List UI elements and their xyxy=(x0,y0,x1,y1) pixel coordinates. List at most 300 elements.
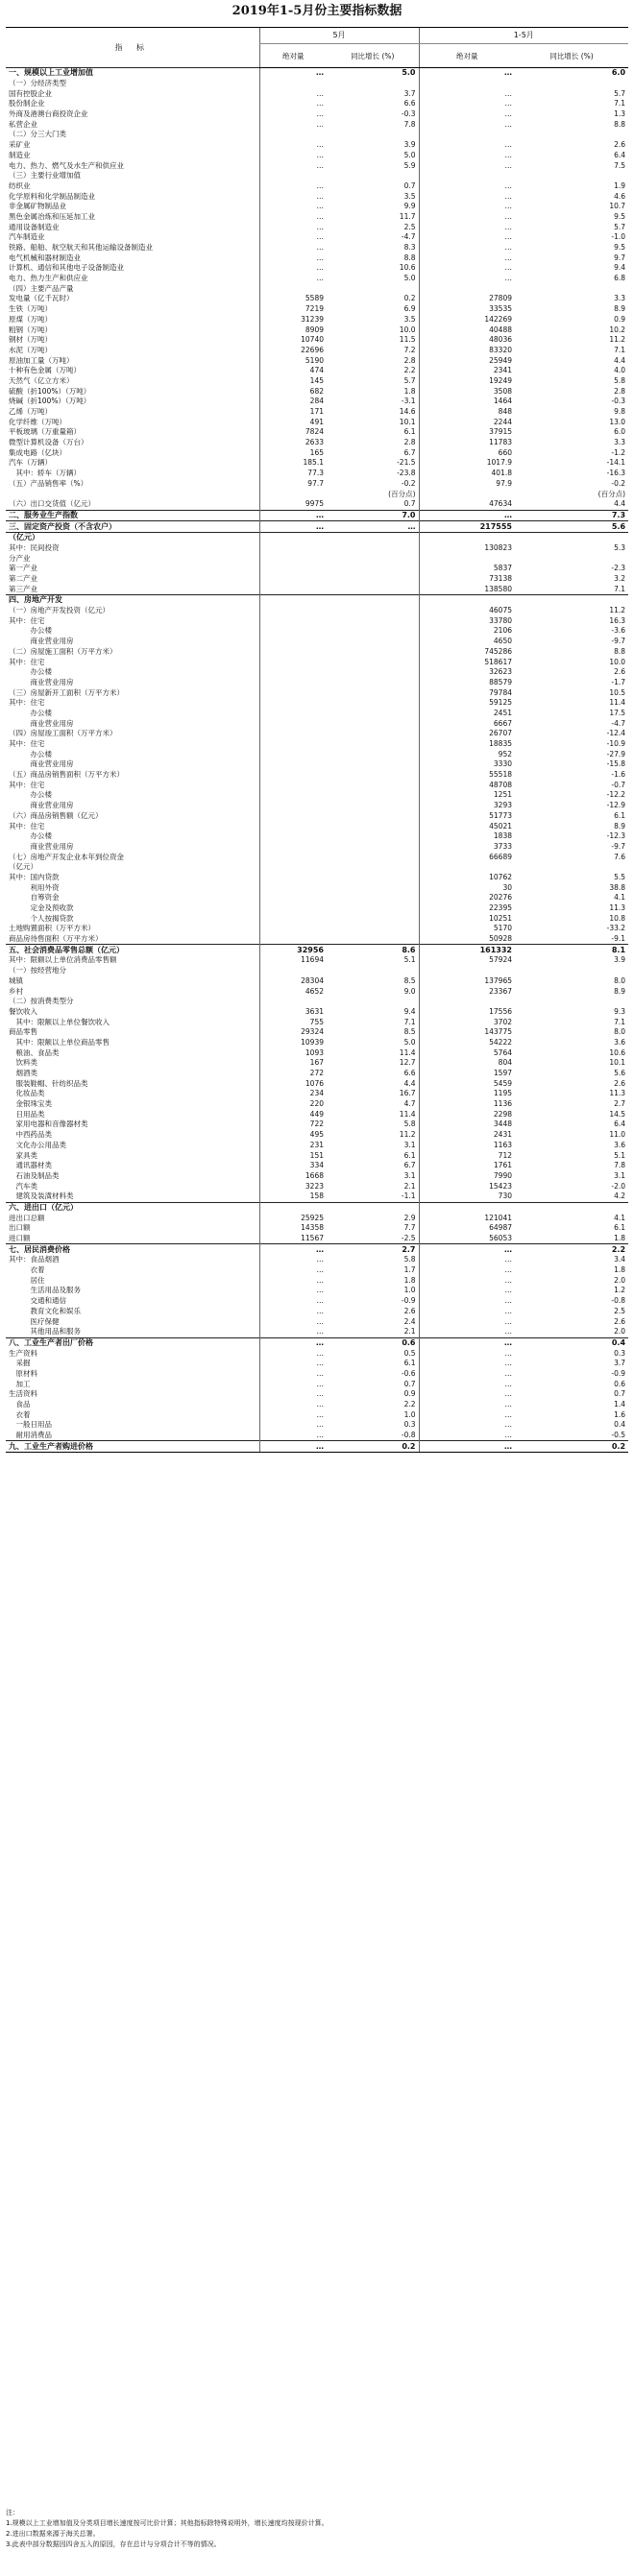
may-growth-cell: 8.5 xyxy=(403,975,416,985)
row-label: 平板玻璃（万重量箱） xyxy=(9,427,81,437)
jan-may-growth-cell: 1.6 xyxy=(614,1409,626,1419)
jan-may-growth-cell: 2.6 xyxy=(614,1078,626,1088)
jan-may-growth-cell: 5.7 xyxy=(614,88,626,98)
table-row xyxy=(6,366,628,376)
row-label: （五）商品房销售面积（万平方米） xyxy=(9,770,124,780)
may-growth-cell: 9.0 xyxy=(403,986,416,996)
may-growth-cell: 6.1 xyxy=(403,427,416,437)
jan-may-growth-cell: -9.7 xyxy=(611,841,626,851)
may-abs-cell: 151 xyxy=(259,1150,327,1161)
table-row xyxy=(6,469,628,479)
jan-may-abs-cell: … xyxy=(419,1400,515,1410)
table-row xyxy=(6,606,628,616)
table-row xyxy=(6,709,628,719)
jan-may-abs-cell: 46075 xyxy=(419,606,515,616)
jan-may-growth-cell: 5.8 xyxy=(614,375,626,385)
may-abs-cell xyxy=(259,626,327,637)
may-growth-cell: 0.2 xyxy=(327,1441,419,1453)
jan-may-abs-cell: 27809 xyxy=(419,294,515,304)
table-row xyxy=(6,811,628,822)
may-growth-cell: 10.6 xyxy=(399,263,416,273)
row-label: 生活资料 xyxy=(9,1389,37,1399)
jan-may-abs-cell: … xyxy=(419,1420,515,1431)
row-label: 一般日用品 xyxy=(9,1420,52,1430)
row-label: 城镇 xyxy=(9,975,23,985)
table-row xyxy=(6,759,628,770)
may-abs-cell: … xyxy=(259,1348,327,1359)
jan-may-growth-cell: 2.0 xyxy=(614,1327,626,1336)
may-growth-cell: (百分点) xyxy=(388,489,416,498)
row-label: 烟酒类 xyxy=(9,1069,37,1078)
jan-may-abs-cell: 121041 xyxy=(419,1213,515,1223)
jan-may-growth-cell: -14.1 xyxy=(606,458,626,468)
row-label: 其中：食品烟酒 xyxy=(9,1255,60,1264)
table-row xyxy=(6,458,628,469)
jan-may-abs-cell: 26707 xyxy=(419,729,515,739)
may-abs-cell: 7824 xyxy=(259,427,327,438)
jan-may-abs-cell: 1163 xyxy=(419,1141,515,1151)
jan-may-growth-cell: 5.7 xyxy=(614,222,626,231)
may-growth-cell: 7.1 xyxy=(403,1017,416,1026)
row-label: 办公楼 xyxy=(9,667,52,677)
jan-may-abs-cell: … xyxy=(419,109,515,120)
may-growth-cell xyxy=(327,913,419,924)
jan-may-abs-cell: 55518 xyxy=(419,770,515,781)
jan-may-growth-cell: 4.4 xyxy=(614,499,626,509)
may-growth-cell: 2.2 xyxy=(403,1400,416,1409)
may-growth-cell: 14.6 xyxy=(399,407,416,417)
table-row xyxy=(6,1038,628,1048)
may-abs-cell xyxy=(259,842,327,853)
jan-may-growth-cell: -15.8 xyxy=(606,759,626,769)
row-label: 化学原料和化学制品制造业 xyxy=(9,191,95,201)
jan-may-growth-cell: -3.6 xyxy=(611,626,626,636)
jan-may-growth-cell: 2.8 xyxy=(614,386,626,396)
row-label: 乙烯（万吨） xyxy=(9,407,52,417)
jan-may-abs-cell: … xyxy=(419,1316,515,1327)
jan-may-growth-cell: 6.1 xyxy=(614,810,626,820)
jan-may-abs-cell: … xyxy=(419,202,515,212)
may-growth-cell xyxy=(327,584,419,594)
jan-may-growth-cell: 5.1 xyxy=(614,1150,626,1160)
row-label: 办公楼 xyxy=(9,831,52,841)
may-growth-cell: 5.9 xyxy=(403,160,416,170)
row-label: 自筹资金 xyxy=(9,893,60,903)
table-row xyxy=(6,615,628,626)
may-abs-cell xyxy=(259,739,327,750)
row-label: 采矿业 xyxy=(9,140,31,150)
jan-may-growth-cell: 1.3 xyxy=(614,109,626,119)
row-label: 化学纤维（万吨） xyxy=(9,417,66,426)
row-label: 汽车类 xyxy=(9,1181,37,1191)
may-growth-cell xyxy=(327,729,419,739)
table-row xyxy=(6,780,628,790)
jan-may-growth-cell: -2.3 xyxy=(611,564,626,573)
may-abs-cell xyxy=(259,966,327,976)
row-label: 餐饮收入 xyxy=(9,1006,37,1016)
may-abs-cell xyxy=(259,532,327,542)
jan-may-abs-cell: 848 xyxy=(419,407,515,418)
table-row xyxy=(6,1078,628,1089)
jan-may-abs-cell: 18835 xyxy=(419,739,515,750)
jan-may-abs-cell: 64987 xyxy=(419,1223,515,1234)
may-abs-cell xyxy=(259,862,327,873)
row-label: 微型计算机设备（万台） xyxy=(9,438,88,447)
jan-may-abs-cell: 48708 xyxy=(419,780,515,790)
jan-may-growth-cell: -12.2 xyxy=(606,790,626,800)
may-growth-cell: … xyxy=(327,521,419,533)
may-abs-cell: 14358 xyxy=(259,1223,327,1234)
table-row xyxy=(6,130,628,140)
jan-may-growth-cell: 3.3 xyxy=(614,438,626,447)
row-label: （亿元） xyxy=(6,532,259,542)
row-label: 办公楼 xyxy=(9,790,52,800)
table-row xyxy=(6,253,628,263)
jan-may-growth-cell: -9.7 xyxy=(611,637,626,646)
may-abs-cell: … xyxy=(259,1307,327,1317)
jan-may-abs-cell: 3448 xyxy=(419,1119,515,1130)
jan-may-growth-cell: 1.8 xyxy=(614,1234,626,1243)
jan-may-abs-cell: 2431 xyxy=(419,1130,515,1141)
jan-may-abs-cell: … xyxy=(419,1389,515,1400)
jan-may-abs-cell xyxy=(419,1202,515,1213)
table-row xyxy=(6,882,628,893)
row-label: 衣着 xyxy=(9,1265,45,1275)
may-abs-cell: 185.1 xyxy=(259,458,327,469)
jan-may-abs-cell: 59125 xyxy=(419,698,515,709)
may-growth-cell xyxy=(327,543,419,554)
jan-may-growth-cell: -0.2 xyxy=(611,478,626,488)
may-abs-cell xyxy=(259,709,327,719)
table-row xyxy=(6,1265,628,1276)
may-growth-cell: -0.3 xyxy=(401,109,416,119)
jan-may-abs-cell: 10762 xyxy=(419,873,515,883)
may-growth-cell: 8.5 xyxy=(403,1027,416,1037)
row-label: 文化办公用品类 xyxy=(9,1140,66,1149)
may-abs-cell xyxy=(259,283,327,294)
row-label: 第一产业 xyxy=(9,564,37,573)
row-label: （二）按消费类型分 xyxy=(9,997,74,1006)
may-growth-cell xyxy=(327,759,419,770)
may-abs-cell xyxy=(259,831,327,842)
table-row xyxy=(6,212,628,223)
footnote-line: 1.规模以上工业增加值及分类项目增长速度按可比价计算；其他指标除特殊说明外，增长速度均按现价计算。 xyxy=(6,2519,329,2527)
table-row xyxy=(6,1223,628,1234)
jan-may-abs-cell: 22395 xyxy=(419,903,515,914)
may-abs-cell: 495 xyxy=(259,1130,327,1141)
may-abs-cell xyxy=(259,934,327,945)
table-row xyxy=(6,801,628,811)
may-growth-cell: 6.1 xyxy=(403,1359,416,1368)
jan-may-abs-cell: 5459 xyxy=(419,1078,515,1089)
jan-may-growth-cell: -1.0 xyxy=(611,232,626,242)
table-row xyxy=(6,499,628,510)
may-growth-cell xyxy=(327,924,419,934)
row-label: （七）房地产开发企业本年到位资金 xyxy=(9,852,124,861)
table-row xyxy=(6,79,628,89)
row-label xyxy=(6,489,259,499)
table-row xyxy=(6,325,628,335)
jan-may-growth-cell xyxy=(515,532,628,542)
row-label: 第三产业 xyxy=(9,584,37,593)
jan-may-abs-cell: 97.9 xyxy=(419,479,515,490)
jan-may-abs-cell: 17556 xyxy=(419,1007,515,1018)
jan-may-abs-cell: … xyxy=(419,510,515,521)
table-row xyxy=(6,997,628,1007)
jan-may-abs-header: 绝对量 xyxy=(419,44,515,68)
may-growth-cell: 0.7 xyxy=(403,499,416,509)
may-abs-cell: 31239 xyxy=(259,315,327,325)
row-label: 出口额 xyxy=(9,1223,31,1233)
may-abs-cell: … xyxy=(259,1286,327,1296)
jan-may-growth-cell: -2.0 xyxy=(611,1181,626,1191)
jan-may-abs-cell: … xyxy=(419,1348,515,1359)
table-row xyxy=(6,790,628,801)
may-abs-cell xyxy=(259,913,327,924)
jan-may-growth-cell: (百分点) xyxy=(597,489,626,498)
may-growth-cell xyxy=(327,532,419,542)
jan-may-growth-cell: 10.8 xyxy=(609,913,626,923)
row-label: （六）商品房销售额（亿元） xyxy=(9,810,103,820)
table-row xyxy=(6,447,628,458)
row-label: 汽车制造业 xyxy=(9,232,45,242)
row-label: 石油及制品类 xyxy=(9,1170,60,1180)
table-row xyxy=(6,294,628,304)
row-label: 其中：住宅 xyxy=(9,780,45,789)
table-row xyxy=(6,386,628,397)
may-abs-cell xyxy=(259,678,327,688)
jan-may-abs-cell: 33780 xyxy=(419,615,515,626)
table-row xyxy=(6,521,628,533)
row-label: 其中：限额以上单位商品零售 xyxy=(9,1037,110,1047)
row-label: 办公楼 xyxy=(9,626,52,636)
table-row xyxy=(6,667,628,678)
jan-may-growth-cell: -0.7 xyxy=(611,780,626,789)
row-label: 铁路、船舶、航空航天和其他运输设备制造业 xyxy=(9,243,153,253)
may-growth-cell: 6.6 xyxy=(403,1069,416,1078)
jan-may-growth-cell: 5.5 xyxy=(614,872,626,881)
row-label: 天然气（亿立方米） xyxy=(9,375,74,385)
jan-may-growth-cell: 10.0 xyxy=(609,657,626,666)
may-growth-cell: -1.1 xyxy=(401,1192,416,1201)
row-label: 居住 xyxy=(9,1275,45,1285)
may-abs-cell: … xyxy=(259,181,327,192)
row-label: （二）房屋施工面积（万平方米） xyxy=(9,646,117,656)
row-label: 电力、热力生产和供应业 xyxy=(9,274,88,283)
may-growth-cell: -3.1 xyxy=(401,397,416,406)
jan-may-abs-cell: 142269 xyxy=(419,315,515,325)
jan-may-abs-cell: 137965 xyxy=(419,976,515,987)
may-growth-cell xyxy=(327,718,419,729)
may-abs-cell: 77.3 xyxy=(259,469,327,479)
jan-may-abs-cell: … xyxy=(419,222,515,232)
jan-may-growth-cell: 4.2 xyxy=(614,1192,626,1201)
may-growth-cell: 2.1 xyxy=(403,1181,416,1191)
jan-may-growth-cell: -12.4 xyxy=(606,729,626,738)
jan-may-growth-cell: 17.5 xyxy=(609,708,626,717)
may-growth-cell xyxy=(327,862,419,873)
jan-may-growth-cell: 1.2 xyxy=(614,1286,626,1295)
jan-may-abs-cell: … xyxy=(419,1431,515,1441)
may-abs-cell: 284 xyxy=(259,397,327,407)
may-growth-cell xyxy=(327,615,419,626)
jan-may-abs-cell: 401.8 xyxy=(419,469,515,479)
jan-may-abs-cell: … xyxy=(419,160,515,171)
table-row xyxy=(6,637,628,647)
may-abs-cell xyxy=(259,489,327,499)
jan-may-growth-cell: 0.4 xyxy=(515,1337,628,1348)
may-growth-cell: 5.0 xyxy=(403,150,416,159)
row-label: 其中：住宅 xyxy=(9,821,45,831)
may-abs-cell xyxy=(259,873,327,883)
may-growth-cell: 3.7 xyxy=(403,88,416,98)
may-growth-cell: 5.0 xyxy=(327,68,419,79)
may-abs-cell: 165 xyxy=(259,447,327,458)
may-growth-cell: 1.7 xyxy=(403,1265,416,1275)
jan-may-abs-cell: 66689 xyxy=(419,852,515,862)
may-abs-cell xyxy=(259,882,327,893)
jan-may-abs-cell: … xyxy=(419,1286,515,1296)
may-abs-cell xyxy=(259,687,327,698)
may-abs-cell: … xyxy=(259,1359,327,1369)
jan-may-growth-cell: 11.2 xyxy=(609,606,626,615)
may-abs-cell: … xyxy=(259,510,327,521)
may-abs-cell xyxy=(259,584,327,594)
jan-may-abs-cell: 1017.9 xyxy=(419,458,515,469)
may-abs-cell xyxy=(259,780,327,790)
may-growth-cell xyxy=(327,79,419,89)
jan-may-growth-cell: -0.8 xyxy=(611,1296,626,1306)
row-label: 三、固定资产投资（不含农户） xyxy=(6,521,259,533)
may-growth-cell: 7.8 xyxy=(403,119,416,129)
row-label: （一）按经营地分 xyxy=(9,966,66,975)
may-growth-cell: 8.8 xyxy=(403,253,416,262)
may-abs-cell: 1093 xyxy=(259,1047,327,1058)
may-growth-cell xyxy=(327,553,419,564)
table-row xyxy=(6,1234,628,1244)
may-growth-cell: 4.7 xyxy=(403,1099,416,1109)
jan-may-abs-cell: 7990 xyxy=(419,1171,515,1182)
table-row xyxy=(6,1400,628,1410)
jan-may-growth-cell: 9.3 xyxy=(614,1006,626,1016)
table-row xyxy=(6,647,628,658)
jan-may-growth-cell xyxy=(515,595,628,606)
jan-may-growth-cell: 8.8 xyxy=(614,646,626,656)
row-label: 商品零售 xyxy=(9,1027,37,1037)
may-growth-cell: 2.4 xyxy=(403,1316,416,1326)
row-label: 加工 xyxy=(9,1379,31,1388)
may-abs-cell: … xyxy=(259,1389,327,1400)
table-row xyxy=(6,1409,628,1420)
may-abs-cell: … xyxy=(259,99,327,109)
jan-may-growth-cell: 0.2 xyxy=(515,1441,628,1453)
may-abs-cell: 491 xyxy=(259,417,327,427)
may-abs-cell: 28304 xyxy=(259,976,327,987)
jan-may-abs-cell: … xyxy=(419,243,515,253)
may-growth-cell: 11.2 xyxy=(399,1130,416,1140)
jan-may-abs-cell: 1838 xyxy=(419,831,515,842)
jan-may-growth-cell: 10.7 xyxy=(609,202,626,211)
table-row xyxy=(6,945,628,955)
table-row xyxy=(6,315,628,325)
table-row xyxy=(6,1047,628,1058)
jan-may-abs-cell xyxy=(419,283,515,294)
may-growth-cell: 8.6 xyxy=(327,945,419,955)
table-row xyxy=(6,274,628,284)
table-row xyxy=(6,574,628,585)
table-row xyxy=(6,1420,628,1431)
jan-may-abs-cell: … xyxy=(419,274,515,284)
table-row xyxy=(6,852,628,862)
may-growth-cell xyxy=(327,171,419,181)
jan-may-abs-cell: 3733 xyxy=(419,842,515,853)
may-growth-cell: 6.6 xyxy=(403,99,416,108)
row-label: 其中：住宅 xyxy=(9,615,45,625)
table-row xyxy=(6,304,628,315)
row-label: 原煤（万吨） xyxy=(9,314,52,324)
may-abs-cell: 4652 xyxy=(259,986,327,997)
jan-may-abs-cell: 5170 xyxy=(419,924,515,934)
jan-may-growth-cell: -16.3 xyxy=(606,469,626,478)
row-label: 其中：住宅 xyxy=(9,698,45,708)
may-growth-cell: 6.7 xyxy=(403,447,416,457)
row-label: 水泥（万吨） xyxy=(9,345,52,354)
table-row xyxy=(6,1359,628,1369)
may-growth-cell: 2.8 xyxy=(403,355,416,365)
may-growth-cell: 11.5 xyxy=(399,335,416,345)
row-label: 八、工业生产者出厂价格 xyxy=(6,1337,259,1348)
row-label: 医疗保健 xyxy=(9,1316,60,1326)
jan-may-growth-cell: 6.4 xyxy=(614,1119,626,1129)
row-label: 其中：国内贷款 xyxy=(9,872,60,881)
may-growth-cell: 10.0 xyxy=(399,325,416,334)
may-growth-cell: 2.6 xyxy=(403,1306,416,1315)
table-row xyxy=(6,1192,628,1202)
indicator-header: 指 标 xyxy=(6,28,259,68)
jan-may-abs-cell xyxy=(419,862,515,873)
table-row xyxy=(6,151,628,161)
jan-may-abs-cell: … xyxy=(419,1255,515,1265)
table-row xyxy=(6,202,628,212)
jan-may-growth-cell: -10.9 xyxy=(606,739,626,749)
may-abs-cell xyxy=(259,852,327,862)
row-label: 日用品类 xyxy=(9,1109,45,1119)
jan-may-growth-cell: -1.7 xyxy=(611,677,626,686)
jan-may-abs-cell: 3702 xyxy=(419,1017,515,1027)
may-growth-cell xyxy=(327,130,419,140)
may-abs-cell: 220 xyxy=(259,1099,327,1110)
may-growth-cell: 1.8 xyxy=(403,386,416,396)
jan-may-growth-cell: 11.4 xyxy=(609,698,626,708)
table-row xyxy=(6,1027,628,1038)
may-growth-cell xyxy=(327,934,419,945)
table-row xyxy=(6,1017,628,1027)
row-label: 九、工业生产者购进价格 xyxy=(6,1441,259,1453)
jan-may-growth-cell: 10.6 xyxy=(609,1047,626,1057)
jan-may-abs-cell: 54222 xyxy=(419,1038,515,1048)
jan-may-growth-cell: 6.0 xyxy=(515,68,628,79)
table-row xyxy=(6,657,628,667)
jan-may-growth-cell: -1.2 xyxy=(611,447,626,457)
jan-may-growth-cell xyxy=(515,79,628,89)
may-growth-cell: 0.2 xyxy=(403,294,416,303)
jan-may-growth-cell: 14.5 xyxy=(609,1109,626,1119)
table-row xyxy=(6,160,628,171)
jan-may-abs-cell: 1464 xyxy=(419,397,515,407)
table-row xyxy=(6,955,628,966)
table-row xyxy=(6,739,628,750)
jan-may-growth-cell: 3.2 xyxy=(614,574,626,584)
